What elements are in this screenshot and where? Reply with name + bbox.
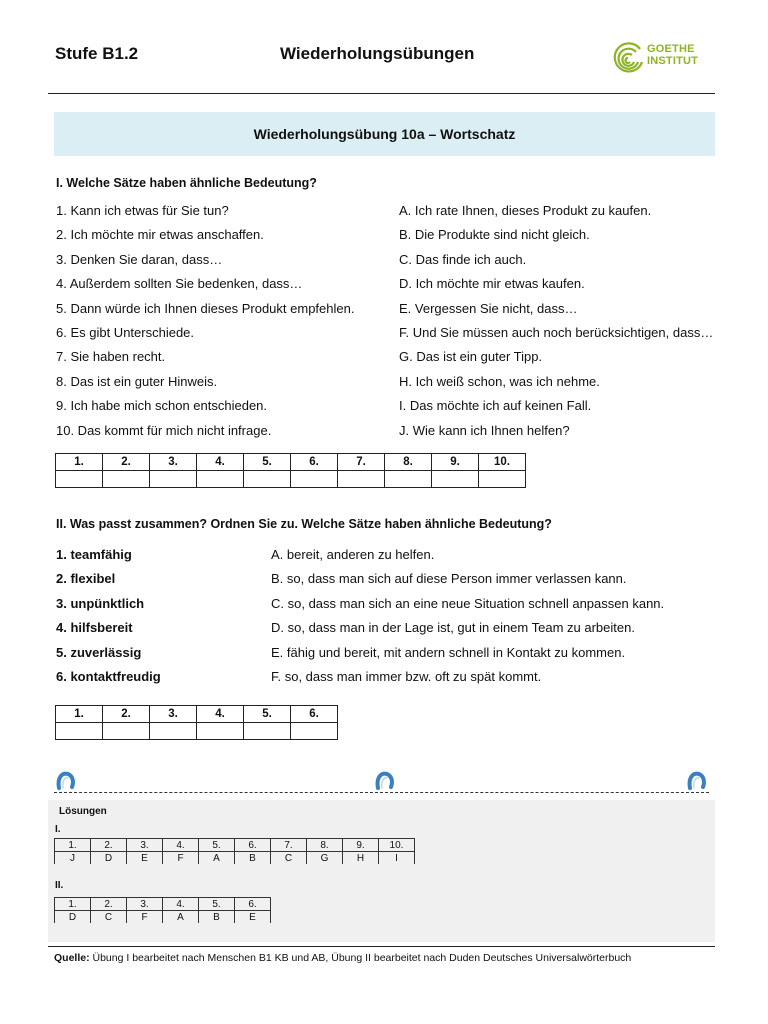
grid-header: 8.	[385, 454, 432, 471]
list-item: 2. flexibel	[56, 571, 116, 587]
solution-answer: D	[91, 852, 127, 865]
logo-line-1: GOETHE	[647, 43, 695, 55]
section-2-title: II. Was passt zusammen? Ordnen Sie zu. Welche Sätze haben ähnliche Bedeutung?	[56, 517, 552, 531]
list-item: C. so, dass man sich an eine neue Situation schnell anpassen kann.	[271, 595, 665, 611]
section-1-title: I. Welche Sätze haben ähnliche Bedeutung?	[56, 176, 317, 190]
list-item: F. Und Sie müssen auch noch berücksichtigen, dass…	[399, 325, 714, 341]
solution-header: 6.	[235, 839, 271, 852]
solutions-part-2-table	[54, 897, 271, 923]
logo-line-2: INSTITUT	[647, 55, 699, 67]
list-item: C. Das finde ich auch.	[399, 251, 527, 267]
list-item: 3. Denken Sie daran, dass…	[56, 251, 223, 267]
answer-cell[interactable]	[244, 471, 291, 488]
grid-header: 10.	[479, 454, 526, 471]
answer-cell[interactable]	[56, 723, 103, 740]
solutions-part-2-label: II.	[55, 880, 64, 891]
list-item: B. so, dass man sich auf diese Person immer verlassen kann.	[271, 571, 627, 587]
list-item: 10. Das kommt für mich nicht infrage.	[56, 422, 272, 438]
grid-header: 9.	[432, 454, 479, 471]
logo-wordmark	[647, 43, 698, 67]
list-item: 6. Es gibt Unterschiede.	[56, 325, 195, 341]
paperclip-icon	[54, 768, 78, 792]
solution-answer: H	[343, 852, 379, 865]
footer-divider	[48, 946, 715, 947]
solution-answer: I	[379, 852, 415, 865]
goethe-logo-icon	[612, 40, 646, 80]
list-item: D. Ich möchte mir etwas kaufen.	[399, 276, 585, 292]
answer-cell[interactable]	[56, 471, 103, 488]
section-1-answer-grid	[55, 453, 526, 488]
solutions-panel	[48, 800, 715, 942]
solution-answer: B	[199, 911, 235, 924]
grid-header: 4.	[197, 706, 244, 723]
list-item: 4. hilfsbereit	[56, 620, 133, 636]
solution-header: 2.	[91, 898, 127, 911]
grid-header: 2.	[103, 454, 150, 471]
list-item: H. Ich weiß schon, was ich nehme.	[399, 373, 600, 389]
list-item: F. so, dass man immer bzw. oft zu spät kommt.	[271, 669, 542, 685]
section-2-right-list	[271, 543, 664, 689]
answer-cell[interactable]	[150, 723, 197, 740]
answer-cell[interactable]	[150, 471, 197, 488]
source-text: Übung I bearbeitet nach Menschen B1 KB und AB, Übung II bearbeitet nach Duden Deutsches Universalwörterbuch	[89, 952, 632, 964]
grid-header: 3.	[150, 454, 197, 471]
solution-header: 2.	[91, 839, 127, 852]
paperclip-icon	[685, 768, 709, 792]
grid-header: 3.	[150, 706, 197, 723]
answer-cell[interactable]	[385, 471, 432, 488]
solution-answer: E	[127, 852, 163, 865]
grid-header: 4.	[197, 454, 244, 471]
list-item: 9. Ich habe mich schon entschieden.	[56, 398, 268, 414]
paperclip-icon	[373, 768, 397, 792]
grid-header: 1.	[56, 706, 103, 723]
grid-header: 5.	[244, 454, 291, 471]
answer-cell[interactable]	[244, 723, 291, 740]
list-item: I. Das möchte ich auf keinen Fall.	[399, 398, 592, 414]
solution-header: 5.	[199, 839, 235, 852]
grid-header: 6.	[291, 706, 338, 723]
section-2-left-list	[56, 543, 161, 689]
grid-header: 7.	[338, 454, 385, 471]
solution-header: 1.	[55, 898, 91, 911]
level-heading: Stufe B1.2	[55, 44, 139, 63]
cut-line	[54, 792, 709, 793]
list-item: A. Ich rate Ihnen, dieses Produkt zu kaufen.	[399, 203, 652, 218]
solution-header: 4.	[163, 898, 199, 911]
goethe-logo	[612, 40, 712, 80]
list-item: D. so, dass man in der Lage ist, gut in einem Team zu arbeiten.	[271, 620, 635, 636]
solution-answer: F	[163, 852, 199, 865]
solution-answer: A	[163, 911, 199, 924]
list-item: 7. Sie haben recht.	[56, 349, 166, 365]
list-item: 2. Ich möchte mir etwas anschaffen.	[56, 227, 264, 243]
grid-header: 2.	[103, 706, 150, 723]
page-title: Wiederholungsübungen	[280, 44, 475, 63]
answer-cell[interactable]	[103, 723, 150, 740]
solution-header: 4.	[163, 839, 199, 852]
solution-answer: C	[271, 852, 307, 865]
solution-answer: C	[91, 911, 127, 924]
section-1-right-list	[399, 199, 713, 443]
grid-header: 1.	[56, 454, 103, 471]
list-item: J. Wie kann ich Ihnen helfen?	[399, 422, 570, 438]
solutions-part-1-label: I.	[55, 824, 61, 835]
answer-cell[interactable]	[338, 471, 385, 488]
answer-cell[interactable]	[432, 471, 479, 488]
answer-cell[interactable]	[103, 471, 150, 488]
solution-header: 3.	[127, 898, 163, 911]
grid-header: 5.	[244, 706, 291, 723]
solution-header: 8.	[307, 839, 343, 852]
source-note	[54, 952, 631, 964]
list-item: 5. zuverlässig	[56, 644, 142, 660]
header-divider	[48, 93, 715, 94]
exercise-banner: Wiederholungsübung 10a – Wortschatz	[54, 112, 715, 156]
solution-answer: B	[235, 852, 271, 865]
list-item: 4. Außerdem sollten Sie bedenken, dass…	[56, 276, 303, 292]
solution-header: 5.	[199, 898, 235, 911]
section-2-answer-grid	[55, 705, 338, 740]
list-item: 8. Das ist ein guter Hinweis.	[56, 373, 218, 389]
list-item: A. bereit, anderen zu helfen.	[271, 547, 435, 562]
section-1-left-list	[56, 199, 354, 443]
list-item: 1. Kann ich etwas für Sie tun?	[56, 203, 229, 218]
list-item: 3. unpünktlich	[56, 595, 145, 611]
list-item: G. Das ist ein guter Tipp.	[399, 349, 543, 365]
list-item: 6. kontaktfreudig	[56, 669, 161, 685]
solution-header: 6.	[235, 898, 271, 911]
solution-header: 9.	[343, 839, 379, 852]
solution-header: 7.	[271, 839, 307, 852]
solution-answer: F	[127, 911, 163, 924]
answer-cell[interactable]	[291, 471, 338, 488]
answer-cell[interactable]	[291, 723, 338, 740]
list-item: 5. Dann würde ich Ihnen dieses Produkt empfehlen.	[56, 300, 355, 316]
solution-header: 10.	[379, 839, 415, 852]
source-label: Quelle:	[54, 952, 90, 964]
solutions-part-1-table	[54, 838, 415, 864]
list-item: 1. teamfähig	[56, 547, 132, 562]
solution-answer: J	[55, 852, 91, 865]
solution-header: 3.	[127, 839, 163, 852]
solution-header: 1.	[55, 839, 91, 852]
answer-cell[interactable]	[197, 723, 244, 740]
solutions-title: Lösungen	[59, 806, 107, 817]
list-item: B. Die Produkte sind nicht gleich.	[399, 227, 590, 243]
list-item: E. Vergessen Sie nicht, dass…	[399, 300, 578, 316]
solution-answer: D	[55, 911, 91, 924]
list-item: E. fähig und bereit, mit andern schnell in Kontakt zu kommen.	[271, 644, 626, 660]
grid-header: 6.	[291, 454, 338, 471]
answer-cell[interactable]	[479, 471, 526, 488]
solution-answer: G	[307, 852, 343, 865]
solution-answer: E	[235, 911, 271, 924]
answer-cell[interactable]	[197, 471, 244, 488]
solution-answer: A	[199, 852, 235, 865]
